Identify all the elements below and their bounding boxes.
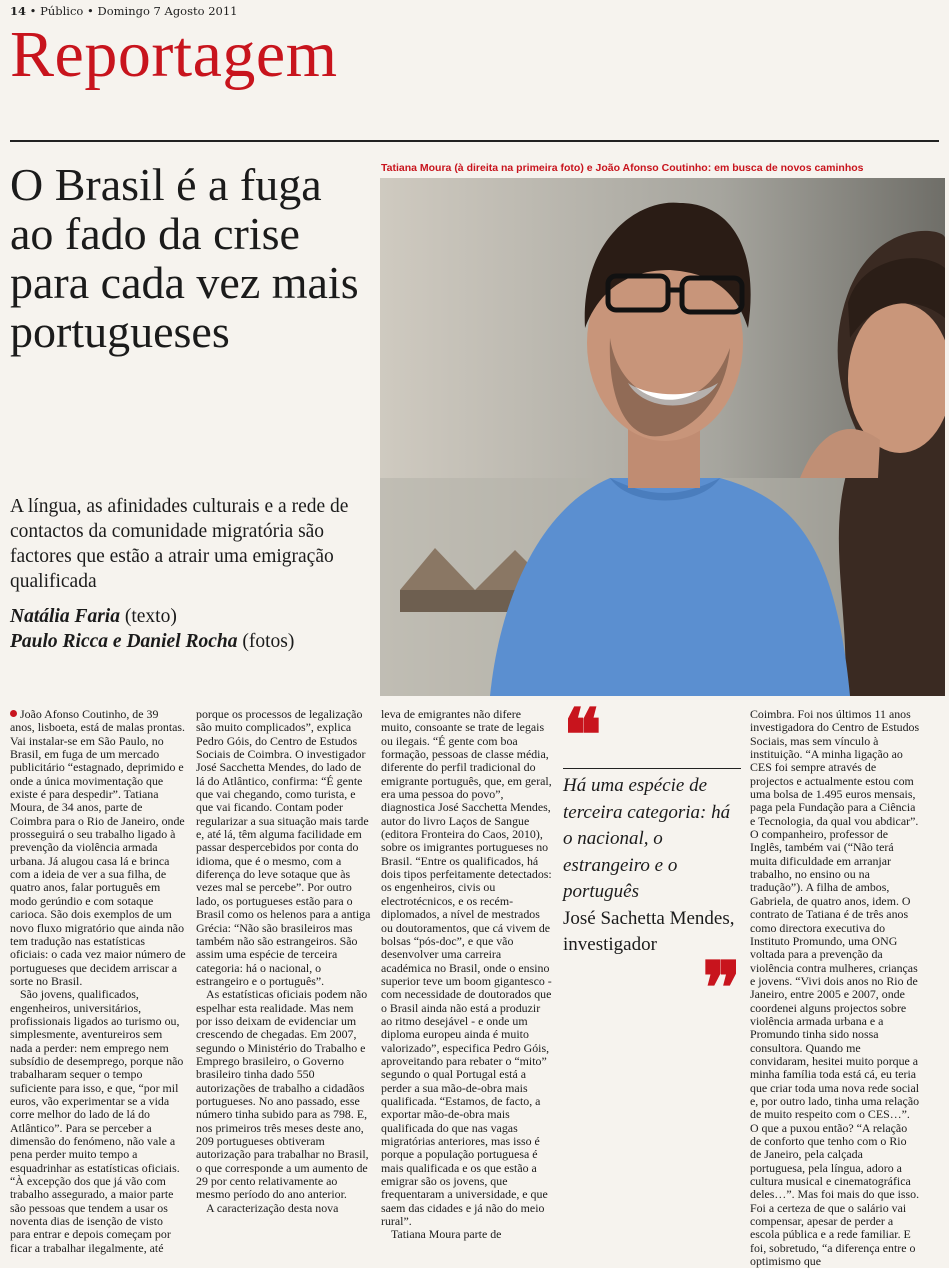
byline-writer <box>10 604 294 629</box>
publication-name: Público <box>40 4 84 18</box>
photo-illustration <box>380 178 945 696</box>
red-dot-icon <box>10 710 17 717</box>
paragraph: São jovens, qualificados, engenheiros, universitários, profissionais ligados ao turismo ou, simplesmente, aventureiros sem nada a perder: nem emprego nem subsídio de desemprego, porque não trabalharam sequer o tempo suficiente para isso, e que, “por mil euros, vão experimentar se a vida corre melhor do lado de lá do Atlântico”. Para se perceber a dimensão do fenómeno, não vale a pena perder muito tempo a esquadrinhar as estatísticas oficiais. “À excepção dos que já vão com trabalho assegurado, a maior parte são pessoas que tendem a usar os noventa dias de isenção de visto para entrar e depois começam por ficar a trabalhar ilegalmente, até <box>10 987 184 1255</box>
pull-quote-text: Há uma espécie de terceira categoria: há o nacional, o estrangeiro e o português <box>563 775 731 902</box>
paragraph-text: João Afonso Coutinho, de 39 anos, lisboeta, está de malas prontas. Vai instalar-se em São Paulo, no Brasil, em fuga de um mercado publicitário “estagnado, deprimido e onde a única movimentação que existe é para despedir”. Tatiana Moura, de 34 anos, parte de Coimbra para o Rio de Janeiro, onde prosseguirá o seu trabalho ligado à prevenção da violência armada urbana. Já alugou casa lá e brinca com a ideia de ver a sua filha, de quatro anos, falar português em modo gerúndio e com sotaque carioca. São dois exemplos de um novo fluxo migratório que ainda não tem tradução nas estatísticas oficiais: o cada vez maior número de portugueses que decidem arriscar a sorte no Brasil. <box>10 707 186 988</box>
quote-close-icon: ❞ <box>702 948 741 1029</box>
paragraph <box>10 708 186 988</box>
paragraph: porque os processos de legalização são muito complicados”, explica Pedro Góis, do Centro de Estudos Sociais de Coimbra. O investigador José Sacchetta Mendes, do lado de lá do Atlântico, confirma: “É gente que vai chegando, como turista, e que vai ficando. Contam poder regularizar a sua situação mais tarde e, até lá, têm alguma facilidade em passar despercebidos por conta do idioma, que é o mesmo, com a diferença do leve sotaque que às vezes mal se percebe”. Por outro lado, os portugueses estão para o Brasil como os helenos para a antiga Grécia: “Não são brasileiros mas também não são estrangeiros. São assim uma espécie de terceira categoria: há o nacional, o estrangeiro e o português”. <box>196 707 371 988</box>
page-header <box>10 4 237 18</box>
photographer-names: Paulo Ricca e Daniel Rocha <box>10 631 238 652</box>
author-name: Natália Faria <box>10 606 120 627</box>
headline: O Brasil é a fuga ao fado da crise para cada vez mais portugueses <box>10 159 359 357</box>
article-column-1 <box>10 708 186 1255</box>
photo-caption: Tatiana Moura (à direita na primeira foto) e João Afonso Coutinho: em busca de novos caminhos <box>381 162 864 174</box>
standfirst: A língua, as afinidades culturais e a rede de contactos da comunidade migratória são factores que estão a atrair uma emigração qualificada <box>10 496 349 592</box>
section-title: Reportagem <box>10 18 338 91</box>
paragraph: Coimbra. Foi nos últimos 11 anos investigadora do Centro de Estudos Sociais, mas sem vínculo à instituição. “A minha ligação ao CES foi sempre através de projectos e actualmente estou com uma bolsa de 1.495 euros mensais, paga pela Fundação para a Ciência e Tecnologia, da qual vou abdicar”. O companheiro, professor de Inglês, também vai (“Não terá muita dificuldade em arranjar trabalho, no ensino ou na tradução”). A filha de ambos, Gabriela, de quatro anos, idem. O contrato de Tatiana é de três anos como directora executiva do Instituto Promundo, uma ONG voltada para a prevenção da violência contra mulheres, crianças e jovens. “Vivi dois anos no Rio de Janeiro, entre 2005 e 2007, onde coordenei alguns projectos sobre violência armada urbana e a Promundo tinha sido nossa consultora. Quando me convidaram, hesitei muito porque a minha família toda está cá, eu teria que criar toda uma nova rede social e, por outro lado, tinha uma relação de muito respeito com o CES…”. O que a puxou então? “A relação de conforto que tenho com o Rio de Janeiro, pela calçada portuguesa, pela língua, adoro a cultura musical e cinematográfica deles…”. Mas foi mais do que isso. Foi a certeza de que o salário vai compensar, apesar de perder a escola pública e a rede familiar. E foi, sobretudo, “a diferença entre o optimismo que <box>750 707 920 1268</box>
paragraph: leva de emigrantes não difere muito, consoante se trate de legais ou ilegais. “É gente com boa formação, pessoas de classe média, diferente do perfil tradicional do emigrante português, que, em geral, era uma pessoa do povo”, diagnostica José Sacchetta Mendes, autor do livro Laços de Sangue (editora Fronteira do Caos, 2010), sobre os imigrantes portugueses no Brasil. “Entre os qualificados, há dois tipos perfeitamente detectados: os engenheiros, civis ou electrotécnicos, e os recém-diplomados, a nível de mestrados ou doutoramentos, que cá vivem de bolsas “pós-doc”, e que vão desenvolver uma carreira académica no Brasil, onde o ensino superior teve um boom gigantesco - com necessidade de doutorados que o Brasil ainda não está a produzir ao ritmo desejável - e onde um diploma europeu ainda é muito valorizado”, especifica Pedro Góis, aproveitando para rebater o “mito” segundo o qual Portugal está a perder a sua mão-de-obra mais qualificada. “Estamos, de facto, a exportar mão-de-obra mais qualificada do que nas vagas migratórias anteriores, mas isso é porque a população portuguesa é mais qualificada e os que estão a emigrar são os jovens, que frequentaram a universidade, e que saem das cidades e já não do meio rural”. <box>381 707 552 1229</box>
article-column-3 <box>381 708 553 1242</box>
author-role: (texto) <box>124 606 177 627</box>
byline-photographers <box>10 629 294 654</box>
header-separator: • <box>87 4 94 18</box>
pull-quote <box>563 696 741 1029</box>
photographer-role: (fotos) <box>242 631 295 652</box>
article-photo <box>380 178 945 696</box>
paragraph: Tatiana Moura parte de <box>391 1227 502 1242</box>
quote-open-icon: ❝ <box>563 696 602 776</box>
paragraph: As estatísticas oficiais podem não espelhar esta realidade. Mas nem por isso deixam de evidenciar um crescendo de chegadas. Em 2007, segundo o Ministério do Trabalho e Emprego brasileiro, o Governo brasileiro tinha dado 550 autorizações de trabalho a cidadãos portugueses. No ano passado, esse número tinha subido para as 798. E, nos primeiros três meses deste ano, 209 portugueses obtiveram autorização para trabalhar no Brasil, o que corresponde a um aumento de 29 por cento relativamente ao mesmo período do ano anterior. <box>196 987 369 1202</box>
pull-quote-attribution: José Sachetta Mendes, investigador <box>563 907 735 955</box>
paragraph: A caracterização desta nova <box>206 1200 339 1215</box>
page-number: 14 <box>10 4 27 18</box>
publication-date: Domingo 7 Agosto 2011 <box>97 4 238 18</box>
section-divider <box>10 140 939 142</box>
header-separator: • <box>29 4 37 18</box>
article-column-2 <box>196 708 372 1215</box>
byline <box>10 604 294 654</box>
article-column-4 <box>750 708 920 1268</box>
